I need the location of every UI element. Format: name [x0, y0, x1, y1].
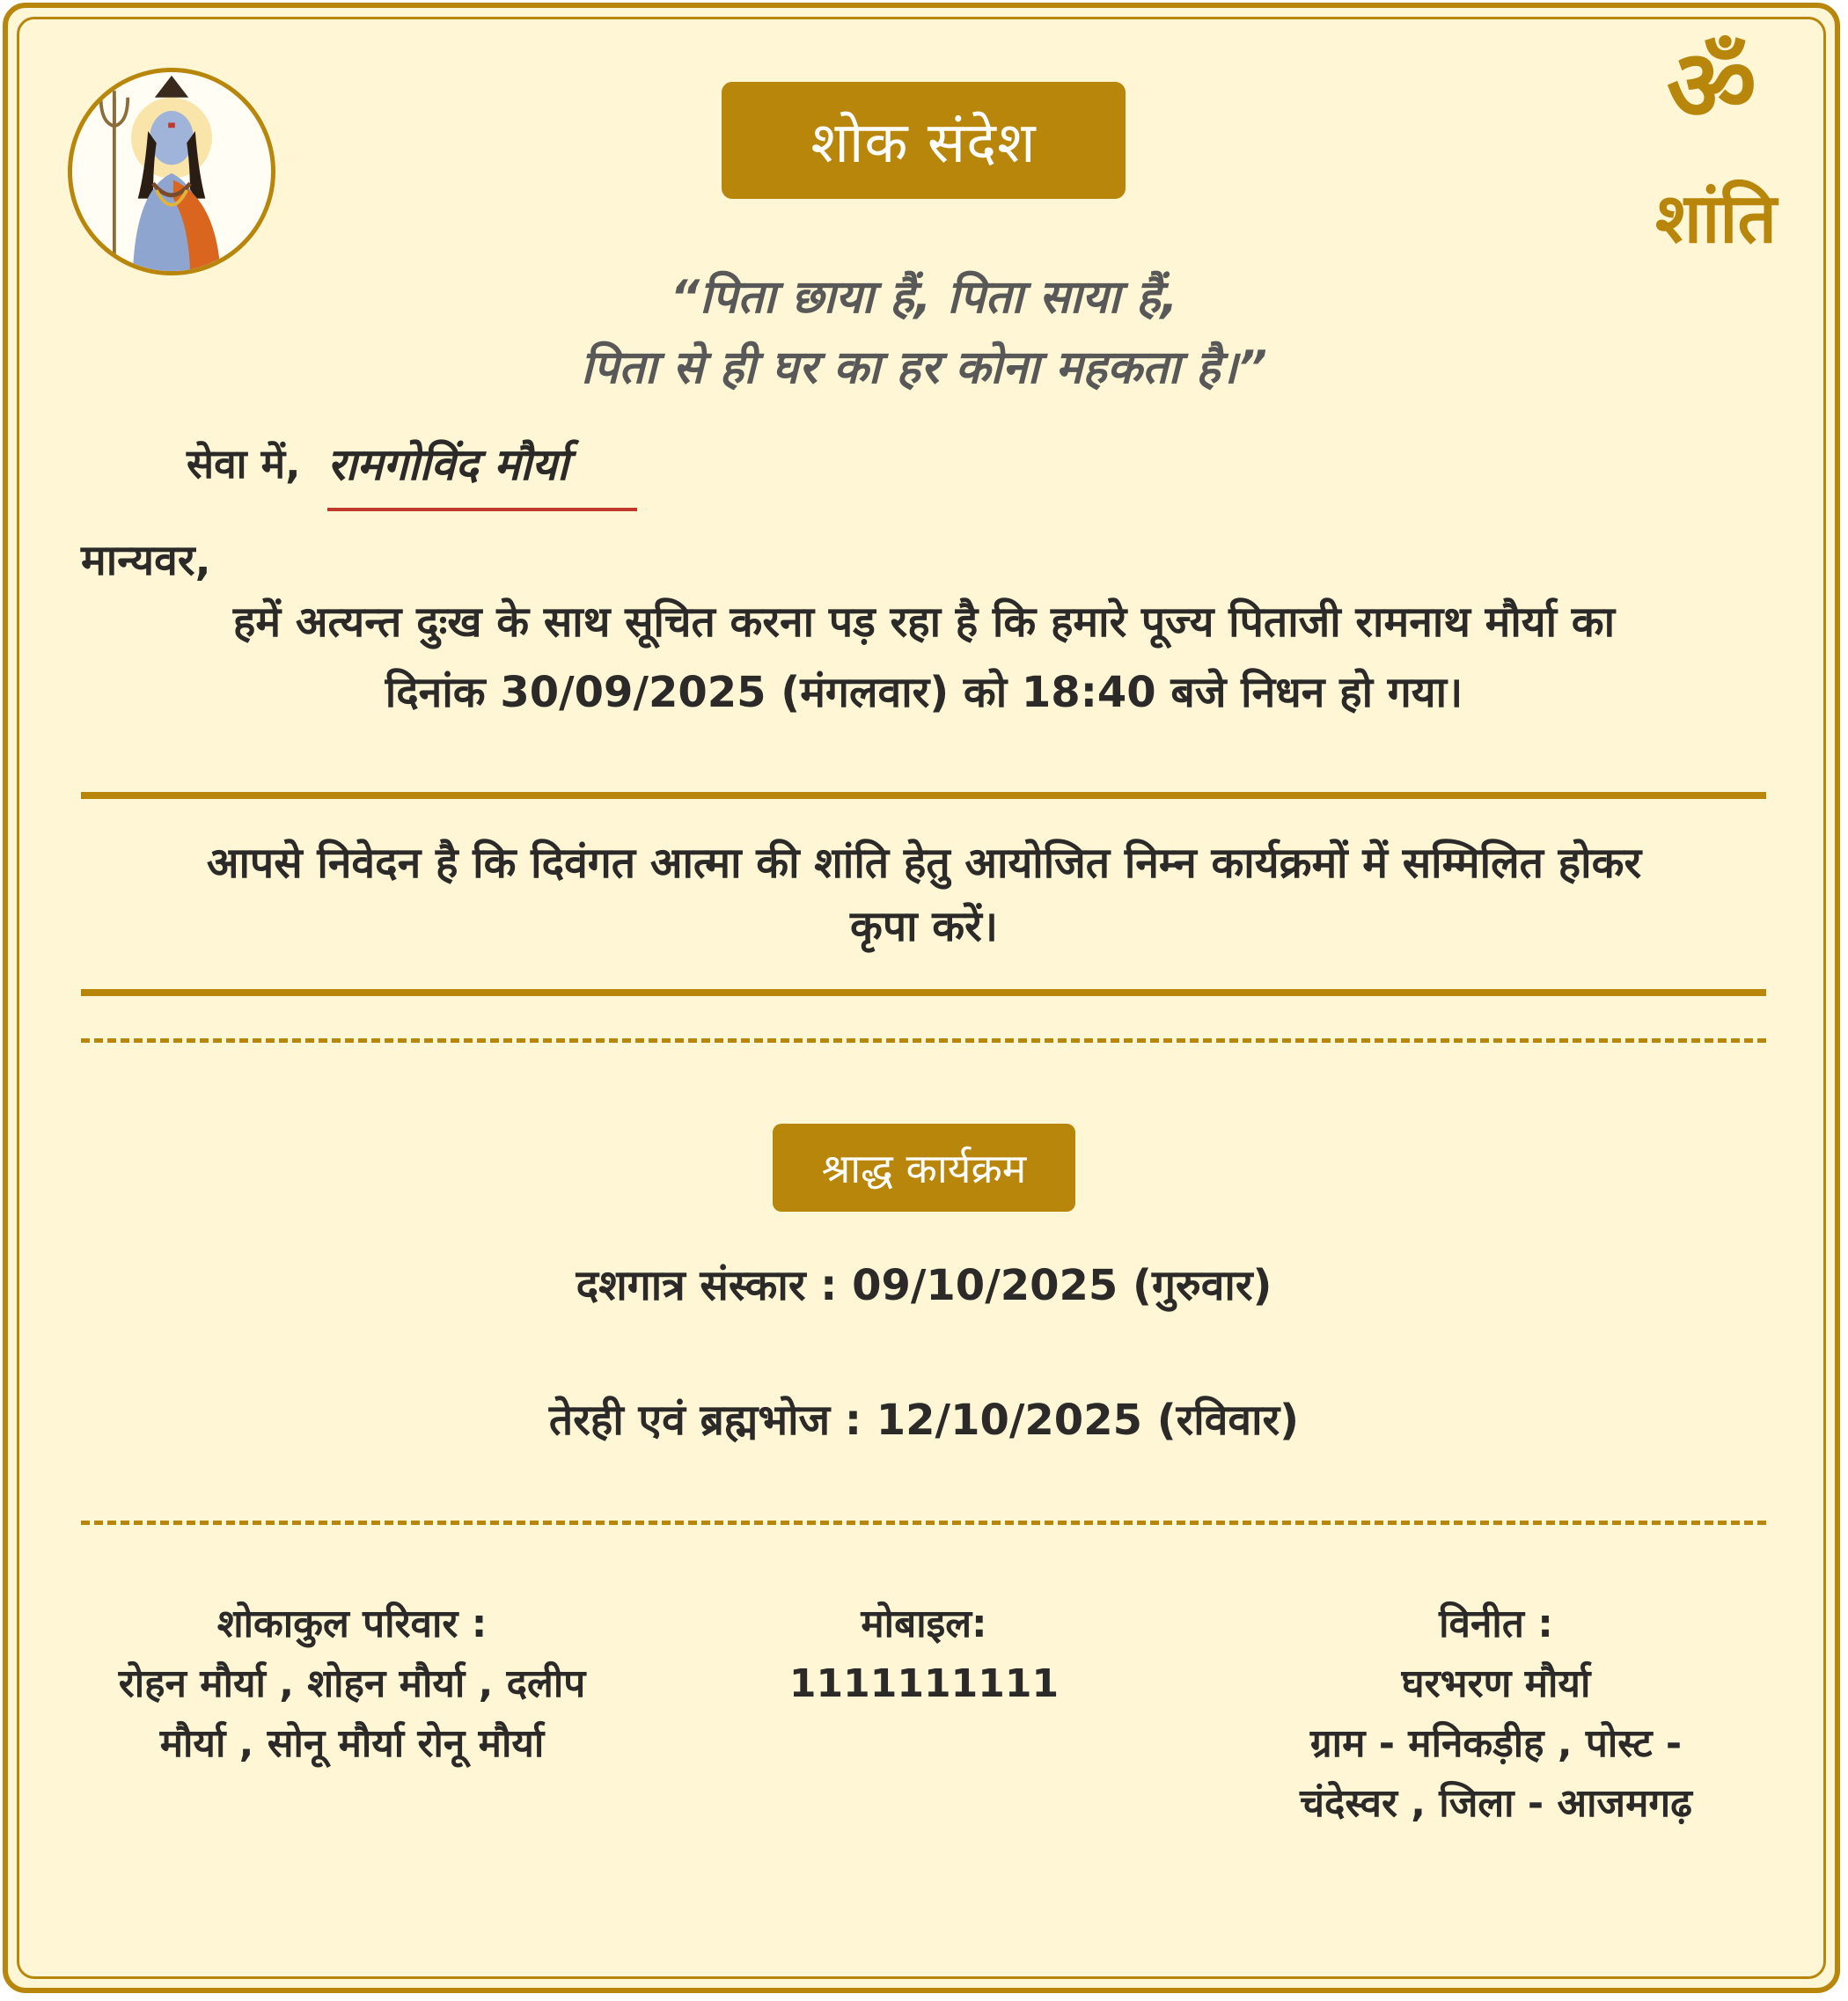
vineet-address-2: चंदेस्वर , जिला - आजमगढ़ [1300, 1781, 1692, 1826]
program-badge [773, 1124, 1075, 1212]
family-names-1: रोहन मौर्या , शोहन मौर्या , दलीप [118, 1661, 586, 1706]
message-line-2: दिनांक 30/09/2025 (मंगलवार) को 18:40 बजे निधन हो गया। [385, 668, 1463, 717]
quote-line-1: “पिता छाया हैं, पिता साया हैं, [670, 271, 1178, 324]
recipient-underline [327, 508, 637, 511]
vineet-label: विनीत : [1439, 1602, 1553, 1646]
message-line-1: हमें अत्यन्त दुःख के साथ सूचित करना पड़ रहा है कि हमारे पूज्य पिताजी रामनाथ मौर्या का [232, 597, 1616, 647]
greeting: मान्यवर, [81, 536, 211, 585]
program-title: श्राद्ध कार्यक्रम [821, 1145, 1027, 1192]
salutation: सेवा में, [187, 440, 301, 487]
shanti-text: शांति [1655, 180, 1777, 259]
dashed-divider-2 [81, 1521, 1766, 1525]
vineet-address-1: ग्राम - मनिकड़ीह , पोस्ट - [1309, 1721, 1683, 1766]
vineet-block [1232, 1594, 1760, 1834]
event-terahi: तेरही एवं ब्रह्मभोज : 12/10/2025 (रविवार) [548, 1396, 1300, 1445]
divider-top [81, 792, 1766, 799]
mobile-label: मोबाइल: [861, 1602, 987, 1646]
request-line-2: कृपा करें। [850, 902, 998, 951]
event-dashgatra: दशगात्र संस्कार : 09/10/2025 (गुरुवार) [576, 1261, 1272, 1310]
recipient-name: रामगोविंद मौर्या [327, 439, 568, 490]
vineet-name: घरभरण मौर्या [1401, 1661, 1591, 1706]
title-badge [722, 82, 1126, 199]
shiva-illustration [72, 72, 271, 271]
om-symbol: ॐ [1666, 29, 1757, 143]
family-label: शोकाकुल परिवार : [216, 1602, 488, 1646]
request-line-1: आपसे निवेदन है कि दिवंगत आत्मा की शांति हेतु आयोजित निम्न कार्यक्रमों में सम्मिलित होकर [206, 839, 1642, 888]
page-title: शोक संदेश [810, 111, 1037, 176]
mobile-number: 1111111111 [788, 1661, 1060, 1706]
mobile-block [748, 1594, 1100, 1714]
divider-bottom [81, 989, 1766, 996]
deity-image [68, 68, 275, 275]
family-block [70, 1594, 634, 1774]
family-names-2: मौर्या , सोनू मौर्या रोनू मौर्या [159, 1721, 545, 1766]
quote-line-2: पिता से ही घर का हर कोना महकता है।” [581, 341, 1267, 394]
dashed-divider-1 [81, 1038, 1766, 1043]
